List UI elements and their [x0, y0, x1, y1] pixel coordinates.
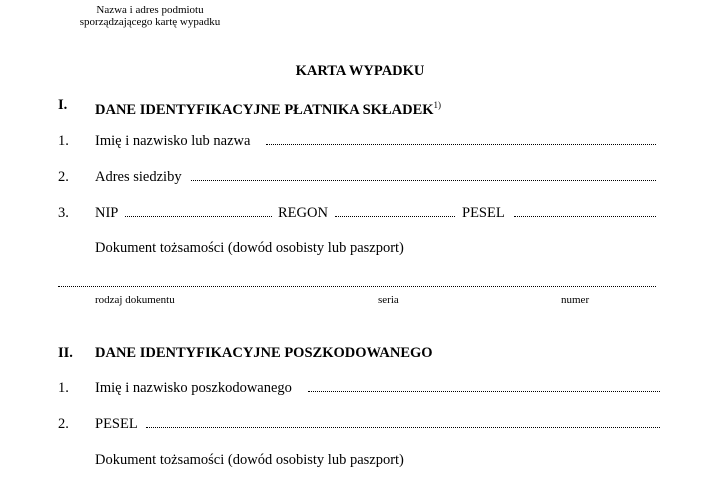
regon-label: REGON: [278, 205, 328, 221]
nip-label: NIP: [95, 205, 119, 221]
address-label: Adres siedziby: [95, 169, 182, 185]
item-1-number: 1.: [58, 133, 69, 149]
section-2-heading: DANE IDENTYFIKACYJNE POSZKODOWANEGO: [95, 345, 433, 361]
regon-field[interactable]: [335, 216, 455, 217]
victim-name-label: Imię i nazwisko poszkodowanego: [95, 380, 292, 396]
document-field[interactable]: [58, 286, 656, 287]
name-label: Imię i nazwisko lub nazwa: [95, 133, 251, 149]
section-2-numeral: II.: [58, 345, 73, 361]
address-field[interactable]: [191, 180, 656, 181]
item-2-number: 2.: [58, 169, 69, 185]
header-line-1: Nazwa i adres podmiotu: [96, 4, 204, 16]
victim-document-label: Dokument tożsamości (dowód osobisty lub paszport): [95, 452, 404, 468]
pesel-field[interactable]: [514, 216, 656, 217]
name-field[interactable]: [266, 144, 656, 145]
doc-series-caption: seria: [378, 294, 399, 306]
section-1-heading: DANE IDENTYFIKACYJNE PŁATNIKA SKŁADEK$^{1)}$: [95, 100, 442, 118]
page-title: KARTA WYPADKU: [295, 63, 425, 79]
item-3-number: 3.: [58, 205, 69, 221]
victim-item-2-number: 2.: [58, 416, 69, 432]
footnote-marker: 1): [433, 100, 442, 110]
victim-pesel-field[interactable]: [146, 427, 660, 428]
doc-type-caption: rodzaj dokumentu: [95, 294, 175, 306]
victim-name-field[interactable]: [308, 391, 660, 392]
section-1-numeral: I.: [58, 97, 68, 113]
victim-item-1-number: 1.: [58, 380, 69, 396]
header-line-2: sporządzającego kartę wypadku: [79, 16, 221, 28]
doc-number-caption: numer: [561, 294, 590, 306]
nip-field[interactable]: [125, 216, 272, 217]
pesel-label: PESEL: [462, 205, 505, 221]
victim-pesel-label: PESEL: [95, 416, 138, 432]
document-label: Dokument tożsamości (dowód osobisty lub paszport): [95, 240, 404, 256]
